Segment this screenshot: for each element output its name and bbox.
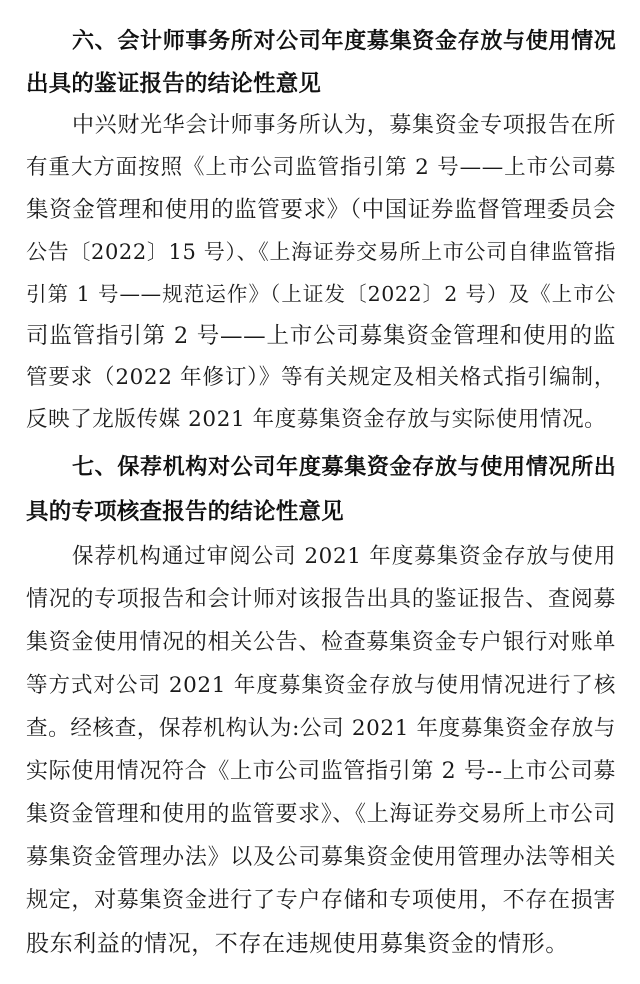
section-6-paragraph-line-5: 引第 1 号——规范运作》（上证发〔2022〕2 号）及《上市公 bbox=[26, 282, 616, 306]
section-7-paragraph-line-9: 规定，对募集资金进行了专户存储和专项使用，不存在损害 bbox=[26, 888, 616, 913]
section-6-heading-line-1: 六、会计师事务所对公司年度募集资金存放与使用情况 bbox=[72, 29, 616, 54]
section-7-paragraph-line-5: 查。经核查，保荐机构认为:公司 2021 年度募集资金存放与 bbox=[26, 716, 616, 741]
section-7-paragraph-line-4: 等方式对公司 2021 年度募集资金存放与使用情况进行了核 bbox=[26, 673, 616, 698]
section-7-paragraph-line-3: 集资金使用情况的相关公告、检查募集资金专户银行对账单 bbox=[26, 630, 616, 655]
section-6-paragraph-line-6: 司监管指引第 2 号——上市公司募集资金管理和使用的监 bbox=[26, 323, 616, 349]
section-7-paragraph-line-1: 保荐机构通过审阅公司 2021 年度募集资金存放与使用 bbox=[72, 544, 616, 569]
section-6-heading-line-2: 出具的鉴证报告的结论性意见 bbox=[26, 71, 322, 97]
section-6-paragraph-line-1: 中兴财光华会计师事务所认为，募集资金专项报告在所 bbox=[72, 113, 616, 138]
section-7-paragraph-line-6: 实际使用情况符合《上市公司监管指引第 2 号--上市公司募 bbox=[26, 759, 616, 784]
section-6-paragraph-line-3: 集资金管理和使用的监管要求》（中国证券监督管理委员会 bbox=[26, 197, 616, 223]
section-7-paragraph-line-2: 情况的专项报告和会计师对该报告出具的鉴证报告、查阅募 bbox=[26, 587, 616, 612]
section-7-paragraph-line-10: 股东利益的情况，不存在违规使用募集资金的情形。 bbox=[26, 931, 569, 957]
section-7-heading-line-2: 具的专项核查报告的结论性意见 bbox=[26, 499, 344, 525]
section-7-paragraph-line-7: 集资金管理和使用的监管要求》、《上海证券交易所上市公司 bbox=[26, 802, 616, 827]
section-6-paragraph-line-7: 管要求（2022 年修订）》等有关规定及相关格式指引编制， bbox=[26, 365, 616, 390]
section-6-paragraph-line-2: 有重大方面按照《上市公司监管指引第 2 号——上市公司募 bbox=[26, 155, 616, 180]
section-6-paragraph-line-8: 反映了龙版传媒 2021 年度募集资金存放与实际使用情况。 bbox=[26, 407, 607, 432]
section-6-paragraph-line-4: 公告〔2022〕15 号）、《上海证券交易所上市公司自律监管指 bbox=[26, 240, 616, 264]
section-7-heading-line-1: 七、保荐机构对公司年度募集资金存放与使用情况所出 bbox=[72, 455, 616, 480]
section-7-paragraph-line-8: 募集资金管理办法》以及公司募集资金使用管理办法等相关 bbox=[26, 845, 616, 870]
